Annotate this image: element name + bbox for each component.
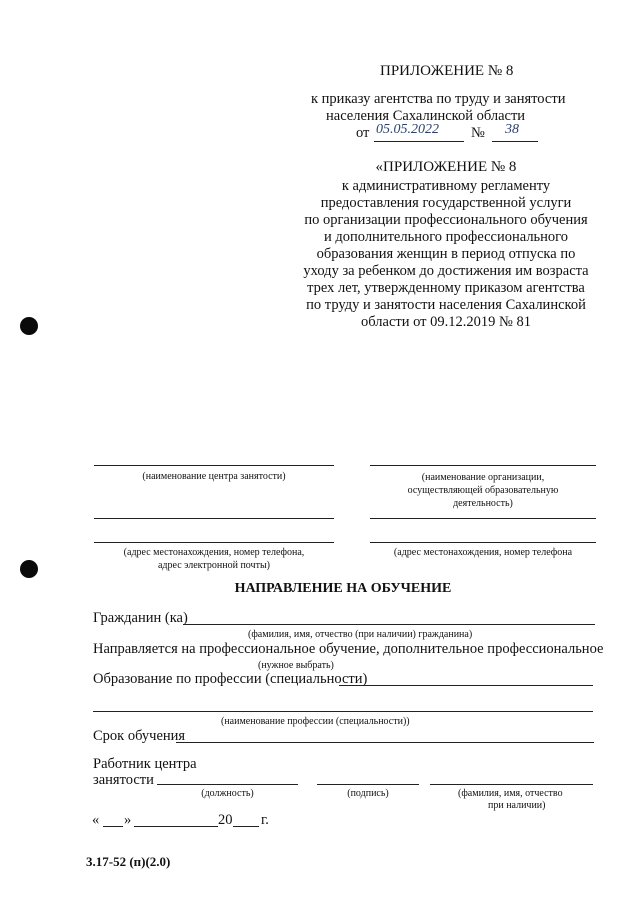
appendix-line-3: предоставления государственной услуги: [320, 195, 572, 211]
order-date-prefix: от: [356, 125, 370, 141]
term-field-line[interactable]: [176, 742, 594, 743]
employment-center-extra-line: [94, 518, 334, 519]
employment-center-address-line: [94, 542, 334, 543]
appendix-line-8: трех лет, утвержденному приказом агентства: [307, 280, 585, 296]
term-label: Срок обучения: [93, 728, 186, 744]
order-date-underline: [374, 141, 464, 142]
position-caption: (должность): [201, 788, 254, 799]
fio-caption-1: (фамилия, имя, отчество: [458, 788, 563, 799]
organization-name-line: [370, 465, 596, 466]
education-field-line[interactable]: [339, 685, 593, 686]
form-title: НАПРАВЛЕНИЕ НА ОБУЧЕНИЕ: [234, 581, 452, 596]
organization-name-caption-3: деятельность): [453, 498, 513, 509]
appendix-line-7: уходу за ребенком до достижения им возраста: [303, 263, 589, 279]
choose-caption: (нужное выбрать): [258, 660, 334, 671]
appendix-line-1: «ПРИЛОЖЕНИЕ № 8: [375, 159, 517, 175]
worker-label-1: Работник центра: [93, 756, 197, 772]
profession-caption: (наименование профессии (специальности)): [221, 716, 410, 727]
employment-center-name-line: [94, 465, 334, 466]
fio-field-line[interactable]: [430, 784, 593, 785]
signature-field-line[interactable]: [317, 784, 419, 785]
citizen-caption: (фамилия, имя, отчество (при наличии) гражданина): [248, 629, 473, 640]
employment-center-name-caption: (наименование центра занятости): [142, 471, 286, 482]
punch-hole-top: [20, 317, 38, 335]
employment-center-address-caption-1: (адрес местонахождения, номер телефона,: [123, 547, 305, 558]
appendix-line-9: по труду и занятости населения Сахалинской: [306, 297, 586, 313]
form-code: 3.17-52 (п)(2.0): [86, 854, 171, 869]
order-line-2: населения Сахалинской области: [326, 108, 526, 124]
education-label: Образование по профессии (специальности): [93, 671, 368, 687]
worker-label-2: занятости: [93, 772, 154, 788]
position-field-line[interactable]: [157, 784, 298, 785]
organization-name-caption-1: (наименование организации,: [421, 472, 545, 483]
appendix-line-4: по организации профессионального обучения: [304, 212, 588, 228]
appendix-line-10: области от 09.12.2019 № 81: [361, 314, 531, 330]
signature-caption: (подпись): [347, 788, 389, 799]
order-line-1: к приказу агентства по труду и занятости: [311, 91, 566, 107]
date-quote-close: »: [124, 812, 132, 828]
appendix-line-5: и дополнительного профессионального: [323, 229, 569, 245]
header-title: ПРИЛОЖЕНИЕ № 8: [380, 63, 514, 79]
directed-text: Направляется на профессиональное обучение, дополнительное профессиональное: [93, 641, 604, 657]
fio-caption-2: при наличии): [488, 800, 546, 811]
organization-address-line: [370, 542, 596, 543]
punch-hole-bottom: [20, 560, 38, 578]
organization-name-caption-2: осуществляющей образовательную: [407, 485, 559, 496]
date-day-line[interactable]: [103, 826, 123, 827]
employment-center-address-caption-2: адрес электронной почты): [157, 560, 270, 571]
date-month-line[interactable]: [134, 826, 218, 827]
organization-address-caption: (адрес местонахождения, номер телефона: [393, 547, 573, 558]
citizen-field-line[interactable]: [183, 624, 595, 625]
order-number-underline: [492, 141, 538, 142]
order-date-handwritten: 05.05.2022: [376, 122, 439, 137]
profession-field-line[interactable]: [93, 711, 593, 712]
date-year-prefix: 20: [218, 812, 233, 828]
order-number-handwritten: 38: [505, 122, 519, 137]
date-year-suffix: г.: [261, 812, 269, 828]
date-year-line[interactable]: [233, 826, 259, 827]
order-number-sign: №: [471, 125, 485, 141]
date-quote-open: «: [92, 812, 100, 828]
organization-extra-line: [370, 518, 596, 519]
appendix-line-2: к административному регламенту: [341, 178, 551, 194]
appendix-line-6: образования женщин в период отпуска по: [316, 246, 576, 262]
citizen-label: Гражданин (ка): [93, 610, 188, 626]
